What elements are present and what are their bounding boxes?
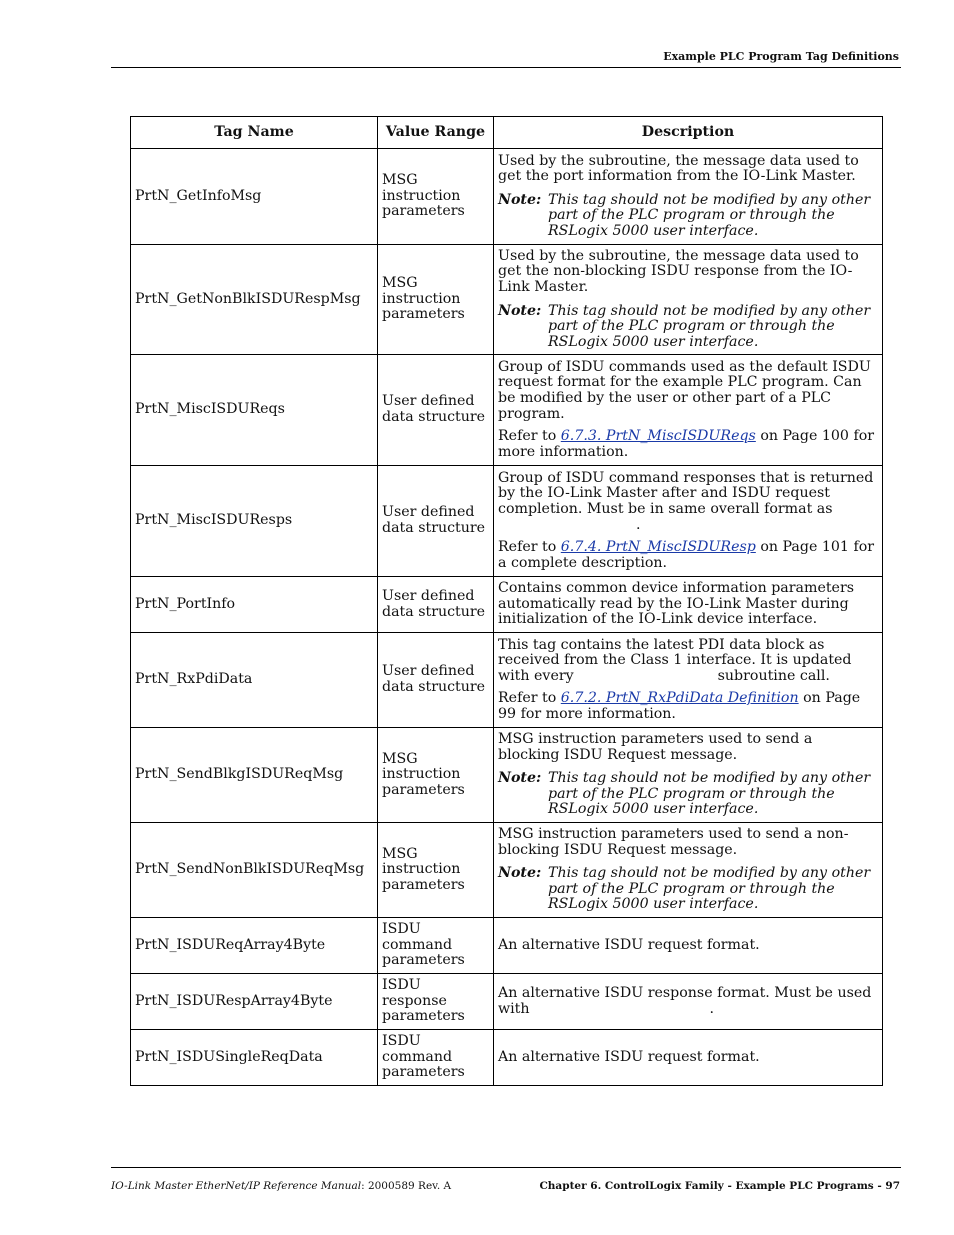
description-text-end: subroutine call. xyxy=(717,667,830,684)
table-row xyxy=(131,466,883,577)
ref-suffix: on Page 101 for a complete description. xyxy=(498,539,875,571)
description-cell xyxy=(494,974,883,1030)
description-cell xyxy=(494,466,883,577)
table-row xyxy=(131,823,883,918)
table-row xyxy=(131,1030,883,1086)
header-rule xyxy=(111,67,901,68)
footer-manual-title xyxy=(111,1180,451,1192)
value-range-cell: User defined data structure xyxy=(378,355,494,466)
tag-name-cell: PrtN_MiscISDUReqs xyxy=(131,355,378,466)
tag-name-cell: PrtN_RxPdiData xyxy=(131,633,378,728)
table-row xyxy=(131,728,883,823)
tag-name-cell: PrtN_MiscISDUResps xyxy=(131,466,378,577)
note-block xyxy=(498,866,878,913)
cross-reference xyxy=(498,429,878,460)
description-text: Used by the subroutine, the message data used to get the non-blocking ISDU response from the IO-Link Master. xyxy=(498,247,859,295)
description-cell xyxy=(494,633,883,728)
tag-name-cell: PrtN_GetInfoMsg xyxy=(131,149,378,245)
table-row xyxy=(131,577,883,633)
value-range-cell: MSG instruction parameters xyxy=(378,149,494,245)
value-range-cell: ISDU response parameters xyxy=(378,974,494,1030)
footer-rule xyxy=(111,1167,901,1168)
ref-suffix: on Page 100 for more information. xyxy=(498,428,875,460)
note-label: Note: xyxy=(498,302,542,319)
value-range-cell: User defined data structure xyxy=(378,633,494,728)
table-row xyxy=(131,149,883,245)
note-block xyxy=(498,771,878,818)
description-text-main: Group of ISDU command responses that is returned by the IO-Link Master after and ISDU request completion. Must be in same overall format as xyxy=(498,469,874,517)
note-text: This tag should not be modified by any other part of the PLC program or through the RSLogix 5000 user interface. xyxy=(548,865,871,913)
cross-reference xyxy=(498,691,878,722)
description-cell xyxy=(494,245,883,355)
value-range-cell: ISDU command parameters xyxy=(378,1030,494,1086)
tag-name-cell: PrtN_ISDUSingleReqData xyxy=(131,1030,378,1086)
note-text: This tag should not be modified by any other part of the PLC program or through the RSLogix 5000 user interface. xyxy=(548,302,871,350)
description-text xyxy=(498,471,878,533)
manual-title: IO-Link Master EtherNet/IP Reference Manual xyxy=(111,1180,362,1192)
description-text: MSG instruction parameters used to send a blocking ISDU Request message. xyxy=(498,731,813,763)
ref-suffix: on Page 99 for more information. xyxy=(498,690,861,722)
description-text-end: . xyxy=(636,516,641,533)
note-label: Note: xyxy=(498,191,542,208)
column-header-tag-name: Tag Name xyxy=(131,117,378,149)
tag-name-cell: PrtN_ISDURespArray4Byte xyxy=(131,974,378,1030)
value-range-cell: User defined data structure xyxy=(378,577,494,633)
tag-name-cell: PrtN_ISDUReqArray4Byte xyxy=(131,918,378,974)
note-text: This tag should not be modified by any other part of the PLC program or through the RSLogix 5000 user interface. xyxy=(548,191,871,239)
value-range-cell: MSG instruction parameters xyxy=(378,823,494,918)
note-block xyxy=(498,304,878,351)
ref-prefix: Refer to xyxy=(498,690,561,707)
description-text xyxy=(498,986,878,1017)
table-row xyxy=(131,245,883,355)
cross-reference xyxy=(498,540,878,571)
description-text-end: . xyxy=(709,1000,715,1017)
section-link[interactable]: 6.7.3. PrtN_MiscISDUReqs xyxy=(560,428,756,445)
tag-name-cell: PrtN_SendNonBlkISDUReqMsg xyxy=(131,823,378,918)
note-block xyxy=(498,193,878,240)
table-row xyxy=(131,974,883,1030)
footer-chapter-page: Chapter 6. ControlLogix Family - Example PLC Programs - 97 xyxy=(539,1180,900,1192)
description-cell xyxy=(494,355,883,466)
value-range-cell: MSG instruction parameters xyxy=(378,245,494,355)
running-header: Example PLC Program Tag Definitions xyxy=(663,50,899,63)
table-row xyxy=(131,918,883,974)
ref-prefix: Refer to xyxy=(498,428,561,445)
column-header-description: Description xyxy=(494,117,883,149)
note-text: This tag should not be modified by any other part of the PLC program or through the RSLogix 5000 user interface. xyxy=(548,770,871,818)
description-cell xyxy=(494,1030,883,1086)
table-header-row xyxy=(131,117,883,149)
description-cell xyxy=(494,918,883,974)
section-link[interactable]: 6.7.4. PrtN_MiscISDUResp xyxy=(560,539,756,556)
tag-definitions-table xyxy=(130,116,883,1086)
table-row xyxy=(131,633,883,728)
tag-name-cell: PrtN_SendBlkgISDUReqMsg xyxy=(131,728,378,823)
description-cell xyxy=(494,823,883,918)
description-text: Group of ISDU commands used as the default ISDU request format for the example PLC program. Can be modified by the user or other part of a PLC program. xyxy=(498,358,871,422)
column-header-value-range: Value Range xyxy=(378,117,494,149)
value-range-cell: MSG instruction parameters xyxy=(378,728,494,823)
value-range-cell: User defined data structure xyxy=(378,466,494,577)
description-cell xyxy=(494,149,883,245)
description-text: Contains common device information parameters automatically read by the IO-Link Master during initialization of the IO-Link device interface. xyxy=(498,580,855,628)
description-text: Used by the subroutine, the message data used to get the port information from the IO-Link Master. xyxy=(498,152,859,185)
table-row xyxy=(131,355,883,466)
tag-name-cell: PrtN_GetNonBlkISDURespMsg xyxy=(131,245,378,355)
description-cell xyxy=(494,577,883,633)
manual-revision: : 2000589 Rev. A xyxy=(361,1180,452,1192)
description-text: MSG instruction parameters used to send a non-blocking ISDU Request message. xyxy=(498,826,849,858)
note-label: Note: xyxy=(498,865,542,882)
description-text: An alternative ISDU request format. xyxy=(498,1048,760,1065)
description-cell xyxy=(494,728,883,823)
note-label: Note: xyxy=(498,770,542,787)
description-text: An alternative ISDU request format. xyxy=(498,936,760,953)
tag-name-cell: PrtN_PortInfo xyxy=(131,577,378,633)
value-range-cell: ISDU command parameters xyxy=(378,918,494,974)
description-text-main: This tag contains the latest PDI data block as received from the Class 1 interface. It is updated with every xyxy=(498,636,852,684)
description-text xyxy=(498,638,878,685)
section-link[interactable]: 6.7.2. PrtN_RxPdiData Definition xyxy=(560,690,799,707)
ref-prefix: Refer to xyxy=(498,539,561,556)
description-text-main: An alternative ISDU response format. Must be used with xyxy=(498,984,872,1017)
